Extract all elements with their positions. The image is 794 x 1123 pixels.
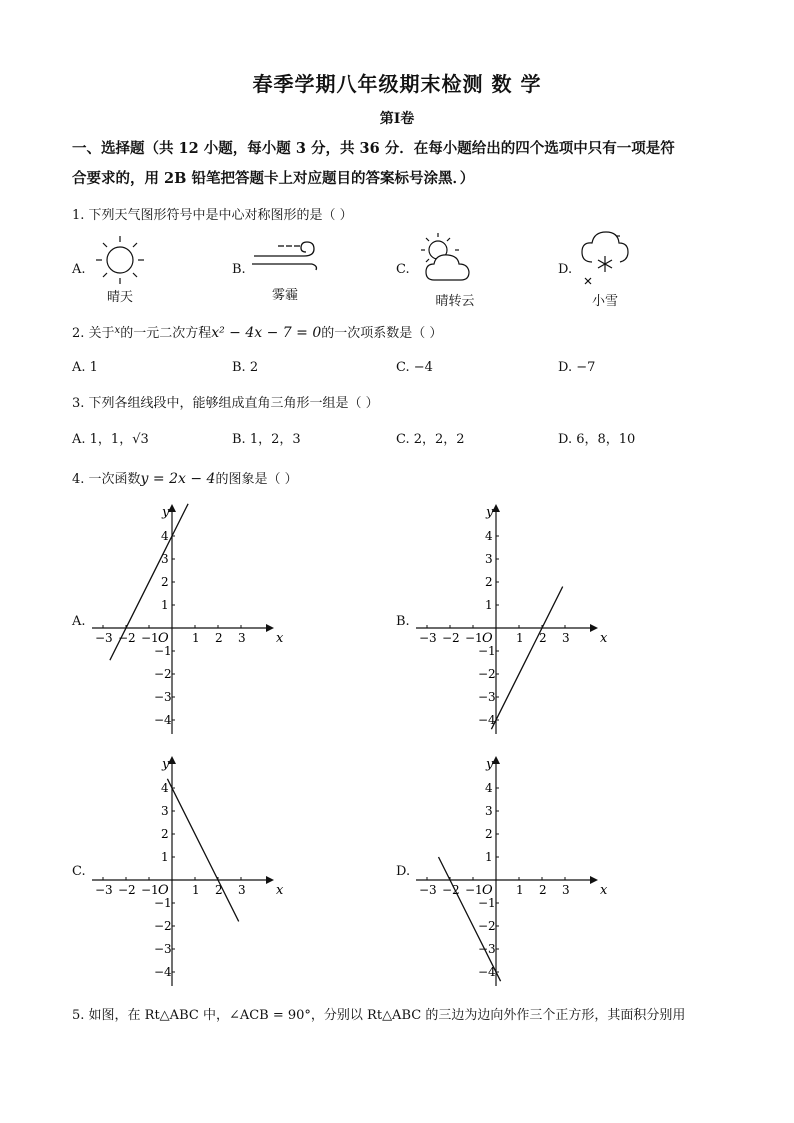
x-axis-label: x: [600, 631, 608, 646]
q2-stem-post: 的一次项系数是（ ）: [321, 326, 443, 341]
q4-graph-d: [412, 750, 612, 990]
y-tick-label: −4: [478, 965, 496, 979]
y-tick-label: −3: [154, 690, 172, 704]
x-tick-label: −2: [442, 883, 460, 897]
snow-cloud-icon: [572, 226, 638, 290]
q3-option-b: B. 1，2，3: [232, 432, 301, 447]
y-tick-label: −2: [154, 667, 172, 681]
x-axis-label: x: [276, 883, 284, 898]
y-axis-label: y: [162, 757, 170, 772]
x-tick-label: −1: [141, 631, 159, 645]
q2-stem-pre: 2. 关于: [72, 326, 115, 341]
q2-option-a: A. 1: [72, 360, 98, 375]
origin-label: O: [158, 883, 169, 898]
x-axis-label: x: [276, 631, 284, 646]
origin-label: O: [158, 631, 169, 646]
y-tick-label: 4: [161, 781, 169, 795]
x-tick-label: 3: [562, 883, 570, 897]
q4-stem-post: 的图象是（ ）: [215, 472, 298, 487]
x-tick-label: 2: [539, 883, 547, 897]
q4-equation: y = 2x − 4: [140, 471, 216, 487]
y-tick-label: 4: [485, 529, 493, 543]
haze-icon: [250, 236, 322, 276]
x-tick-label: −1: [465, 883, 483, 897]
q3-option-d: D. 6，8，10: [558, 432, 636, 447]
q1-option-a-letter: A.: [72, 262, 86, 277]
x-tick-label: −3: [419, 631, 437, 645]
x-tick-label: 1: [192, 883, 200, 897]
y-tick-label: −4: [154, 965, 172, 979]
x-tick-label: −2: [442, 631, 460, 645]
x-tick-label: 3: [238, 883, 246, 897]
question-5-stem: 5. 如图，在 Rt△ABC 中，∠ACB = 90°，分别以 Rt△ABC 的三边为边向外作三个正方形，其面积分别用: [72, 1008, 686, 1023]
q4-option-c-letter: C.: [72, 864, 86, 879]
volume-heading: 第Ⅰ卷: [379, 111, 415, 127]
q1-option-c-letter: C.: [396, 262, 410, 277]
x-axis-label: x: [600, 883, 608, 898]
x-tick-label: −3: [95, 883, 113, 897]
y-tick-label: 2: [161, 575, 169, 589]
y-tick-label: −2: [478, 667, 496, 681]
q4-option-d-letter: D.: [396, 864, 411, 879]
y-tick-label: −2: [154, 919, 172, 933]
x-axis-arrow: [590, 876, 598, 884]
y-tick-label: −2: [478, 919, 496, 933]
y-tick-label: 2: [485, 575, 493, 589]
y-tick-label: 4: [485, 781, 493, 795]
x-tick-label: 2: [215, 883, 223, 897]
sun-cloud-icon: [412, 228, 484, 290]
question-2-stem: [72, 322, 442, 341]
q2-option-b: B. 2: [232, 360, 259, 375]
x-tick-label: 1: [192, 631, 200, 645]
q2-variable: x: [114, 325, 121, 336]
question-3-stem: 3. 下列各组线段中，能够组成直角三角形一组是（ ）: [72, 396, 379, 411]
q1-option-a-label: 晴天: [106, 290, 133, 305]
function-line: [491, 587, 562, 730]
y-axis-label: y: [486, 505, 494, 520]
y-tick-label: 3: [161, 804, 169, 818]
x-tick-label: 1: [516, 631, 524, 645]
x-tick-label: −2: [118, 883, 136, 897]
x-tick-label: −3: [419, 883, 437, 897]
y-tick-label: −3: [154, 942, 172, 956]
origin-label: O: [482, 631, 493, 646]
y-tick-label: −1: [154, 896, 172, 910]
y-tick-label: 1: [161, 598, 169, 612]
y-axis-label: y: [486, 757, 494, 772]
x-tick-label: 2: [215, 631, 223, 645]
question-1-stem: 1. 下列天气图形符号中是中心对称图形的是（ ）: [72, 208, 353, 223]
q4-graph-a: [88, 498, 288, 738]
x-axis-arrow: [266, 876, 274, 884]
x-axis-arrow: [266, 624, 274, 632]
x-tick-label: −1: [141, 883, 159, 897]
q4-stem-pre: 4. 一次函数: [72, 472, 141, 487]
q3-option-a: A. 1，1，√3: [72, 432, 149, 447]
q2-option-d: D. −7: [558, 360, 596, 375]
x-tick-label: −3: [95, 631, 113, 645]
q1-option-b-label: 雾霾: [271, 288, 298, 303]
x-tick-label: 3: [238, 631, 246, 645]
y-tick-label: −3: [478, 690, 496, 704]
y-tick-label: 1: [485, 598, 493, 612]
y-tick-label: −4: [154, 713, 172, 727]
function-line: [167, 779, 238, 922]
q2-option-c: C. −4: [396, 360, 433, 375]
y-tick-label: −4: [478, 713, 496, 727]
y-tick-label: 4: [161, 529, 169, 543]
x-tick-label: 1: [516, 883, 524, 897]
q4-graph-b: [412, 498, 612, 738]
q3-option-c: C. 2，2，2: [396, 432, 465, 447]
y-tick-label: −3: [478, 942, 496, 956]
q4-option-a-letter: A.: [72, 614, 86, 629]
y-tick-label: 2: [485, 827, 493, 841]
y-tick-label: 1: [161, 850, 169, 864]
page-title: 春季学期八年级期末检测 数 学: [252, 72, 542, 96]
section-heading-line-2: 合要求的，用 2B 铅笔把答题卡上对应题目的答案标号涂黑．）: [72, 170, 475, 187]
sun-icon: [90, 232, 150, 284]
y-tick-label: −1: [478, 896, 496, 910]
y-tick-label: 3: [485, 552, 493, 566]
q4-option-b-letter: B.: [396, 614, 410, 629]
origin-label: O: [482, 883, 493, 898]
q1-option-d-label: 小雪: [591, 294, 618, 309]
q1-option-c-label: 晴转云: [435, 294, 475, 309]
section-heading-line-1: 一、选择题（共 12 小题，每小题 3 分，共 36 分．在每小题给出的四个选项中只有一项是符: [72, 140, 675, 157]
y-tick-label: −1: [478, 644, 496, 658]
y-tick-label: 3: [161, 552, 169, 566]
x-tick-label: −2: [118, 631, 136, 645]
x-axis-arrow: [590, 624, 598, 632]
y-axis-label: y: [162, 505, 170, 520]
question-4-stem: [72, 468, 298, 487]
q2-equation: x² − 4x − 7 = 0: [211, 325, 322, 341]
q2-stem-mid: 的一元二次方程: [120, 326, 212, 341]
y-tick-label: 3: [485, 804, 493, 818]
x-tick-label: 2: [539, 631, 547, 645]
y-tick-label: −1: [154, 644, 172, 658]
q1-option-d-letter: D.: [558, 262, 573, 277]
y-tick-label: 2: [161, 827, 169, 841]
q4-graph-c: [88, 750, 288, 990]
y-tick-label: 1: [485, 850, 493, 864]
q1-option-b-letter: B.: [232, 262, 246, 277]
x-tick-label: 3: [562, 631, 570, 645]
x-tick-label: −1: [465, 631, 483, 645]
